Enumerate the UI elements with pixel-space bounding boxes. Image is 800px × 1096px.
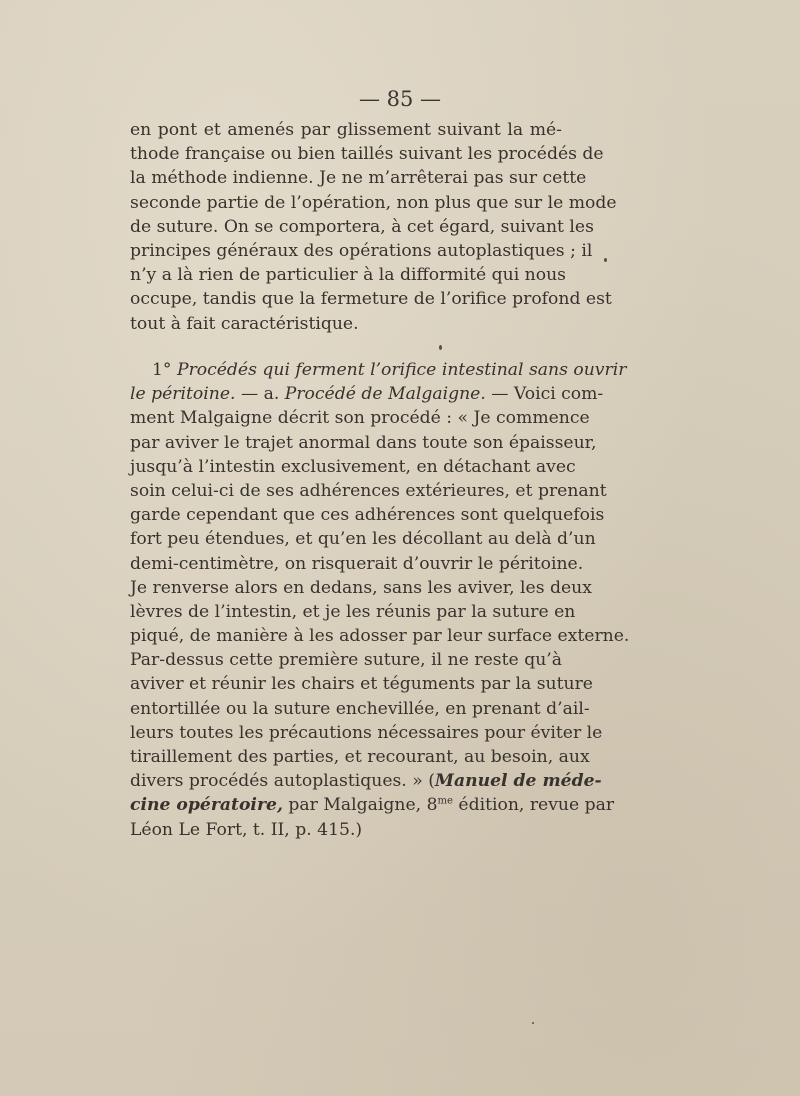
- text-line: demi-centimètre, on risquerait d’ouvrir le péritoine.: [130, 553, 584, 574]
- text-segment: — Voici com-: [485, 384, 604, 405]
- paragraph-malgaigne: [130, 358, 630, 842]
- text-line: seconde partie de l’opération, non plus que sur le mode: [130, 192, 617, 213]
- paper-speck: [532, 1022, 534, 1024]
- separator: — a.: [235, 384, 285, 405]
- text-line: Par-dessus cette première suture, il ne reste qu’à: [130, 650, 562, 671]
- text-line: la méthode indienne. Je ne m’arrêterai pas sur cette: [130, 168, 587, 189]
- text-line: de suture. On se comportera, à cet égard, suivant les: [130, 216, 594, 237]
- text-line: tout à fait caractéristique.: [130, 313, 359, 334]
- text-segment: divers procédés autoplastiques. » (: [130, 771, 435, 792]
- text-line: garde cependant que ces adhérences sont quelquefois: [130, 505, 605, 526]
- text-line: soin celui-ci de ses adhérences extérieures, et prenant: [130, 480, 607, 501]
- text-line: ment Malgaigne décrit son procédé : « Je commence: [130, 408, 590, 429]
- text-line: tiraillement des parties, et recourant, au besoin, aux: [130, 747, 590, 767]
- text-line: entortillée ou la suture enchevillée, en prenant d’ail-: [130, 698, 590, 719]
- text-line: jusqu’à l’intestin exclusivement, en détachant avec: [130, 456, 576, 477]
- text-segment: par Malgaigne, 8: [282, 795, 438, 816]
- paragraph-continuation: [130, 118, 617, 336]
- text-line: lèvres de l’intestin, et je les réunis par la suture en: [130, 601, 576, 622]
- paper-speck: [604, 258, 607, 262]
- text-line: principes généraux des opérations autoplastiques ; il: [130, 240, 593, 261]
- subsection-heading: Procédé de Malgaigne.: [284, 384, 486, 405]
- section-heading-end: le péritoine.: [130, 384, 236, 405]
- text-line: fort peu étendues, et qu’en les décollant au delà d’un: [130, 529, 596, 550]
- superscript: me: [437, 795, 453, 807]
- text-line: Léon Le Fort, t. II, p. 415.): [130, 819, 363, 840]
- page-number: — 85 —: [358, 87, 442, 111]
- text-line: [130, 793, 615, 817]
- text-line: [130, 769, 602, 793]
- section-number: 1°: [152, 360, 177, 380]
- text-line: piqué, de manière à les adosser par leur surface externe.: [130, 626, 630, 647]
- text-segment: édition, revue par: [452, 795, 615, 816]
- text-line: en pont et amenés par glissement suivant la mé-: [130, 120, 562, 140]
- text-line: occupe, tandis que la fermeture de l’orifice profond est: [130, 289, 612, 310]
- text-line: n’y a là rien de particulier à la difformité qui nous: [130, 265, 566, 286]
- text-line: Je renverse alors en dedans, sans les aviver, les deux: [130, 577, 592, 598]
- section-heading-line: [130, 382, 604, 406]
- section-heading-line: [130, 358, 627, 382]
- paper-speck: [439, 345, 442, 350]
- reference-title-end: cine opératoire,: [130, 795, 283, 816]
- text-line: thode française ou bien taillés suivant les procédés de: [130, 144, 604, 165]
- section-heading: Procédés qui ferment l’orifice intestinal sans ouvrir: [177, 360, 627, 380]
- reference-title: Manuel de méde-: [434, 771, 602, 792]
- text-line: par aviver le trajet anormal dans toute son épaisseur,: [130, 432, 597, 453]
- text-line: aviver et réunir les chairs et téguments par la suture: [130, 674, 593, 695]
- text-line: leurs toutes les précautions nécessaires pour éviter le: [130, 722, 603, 743]
